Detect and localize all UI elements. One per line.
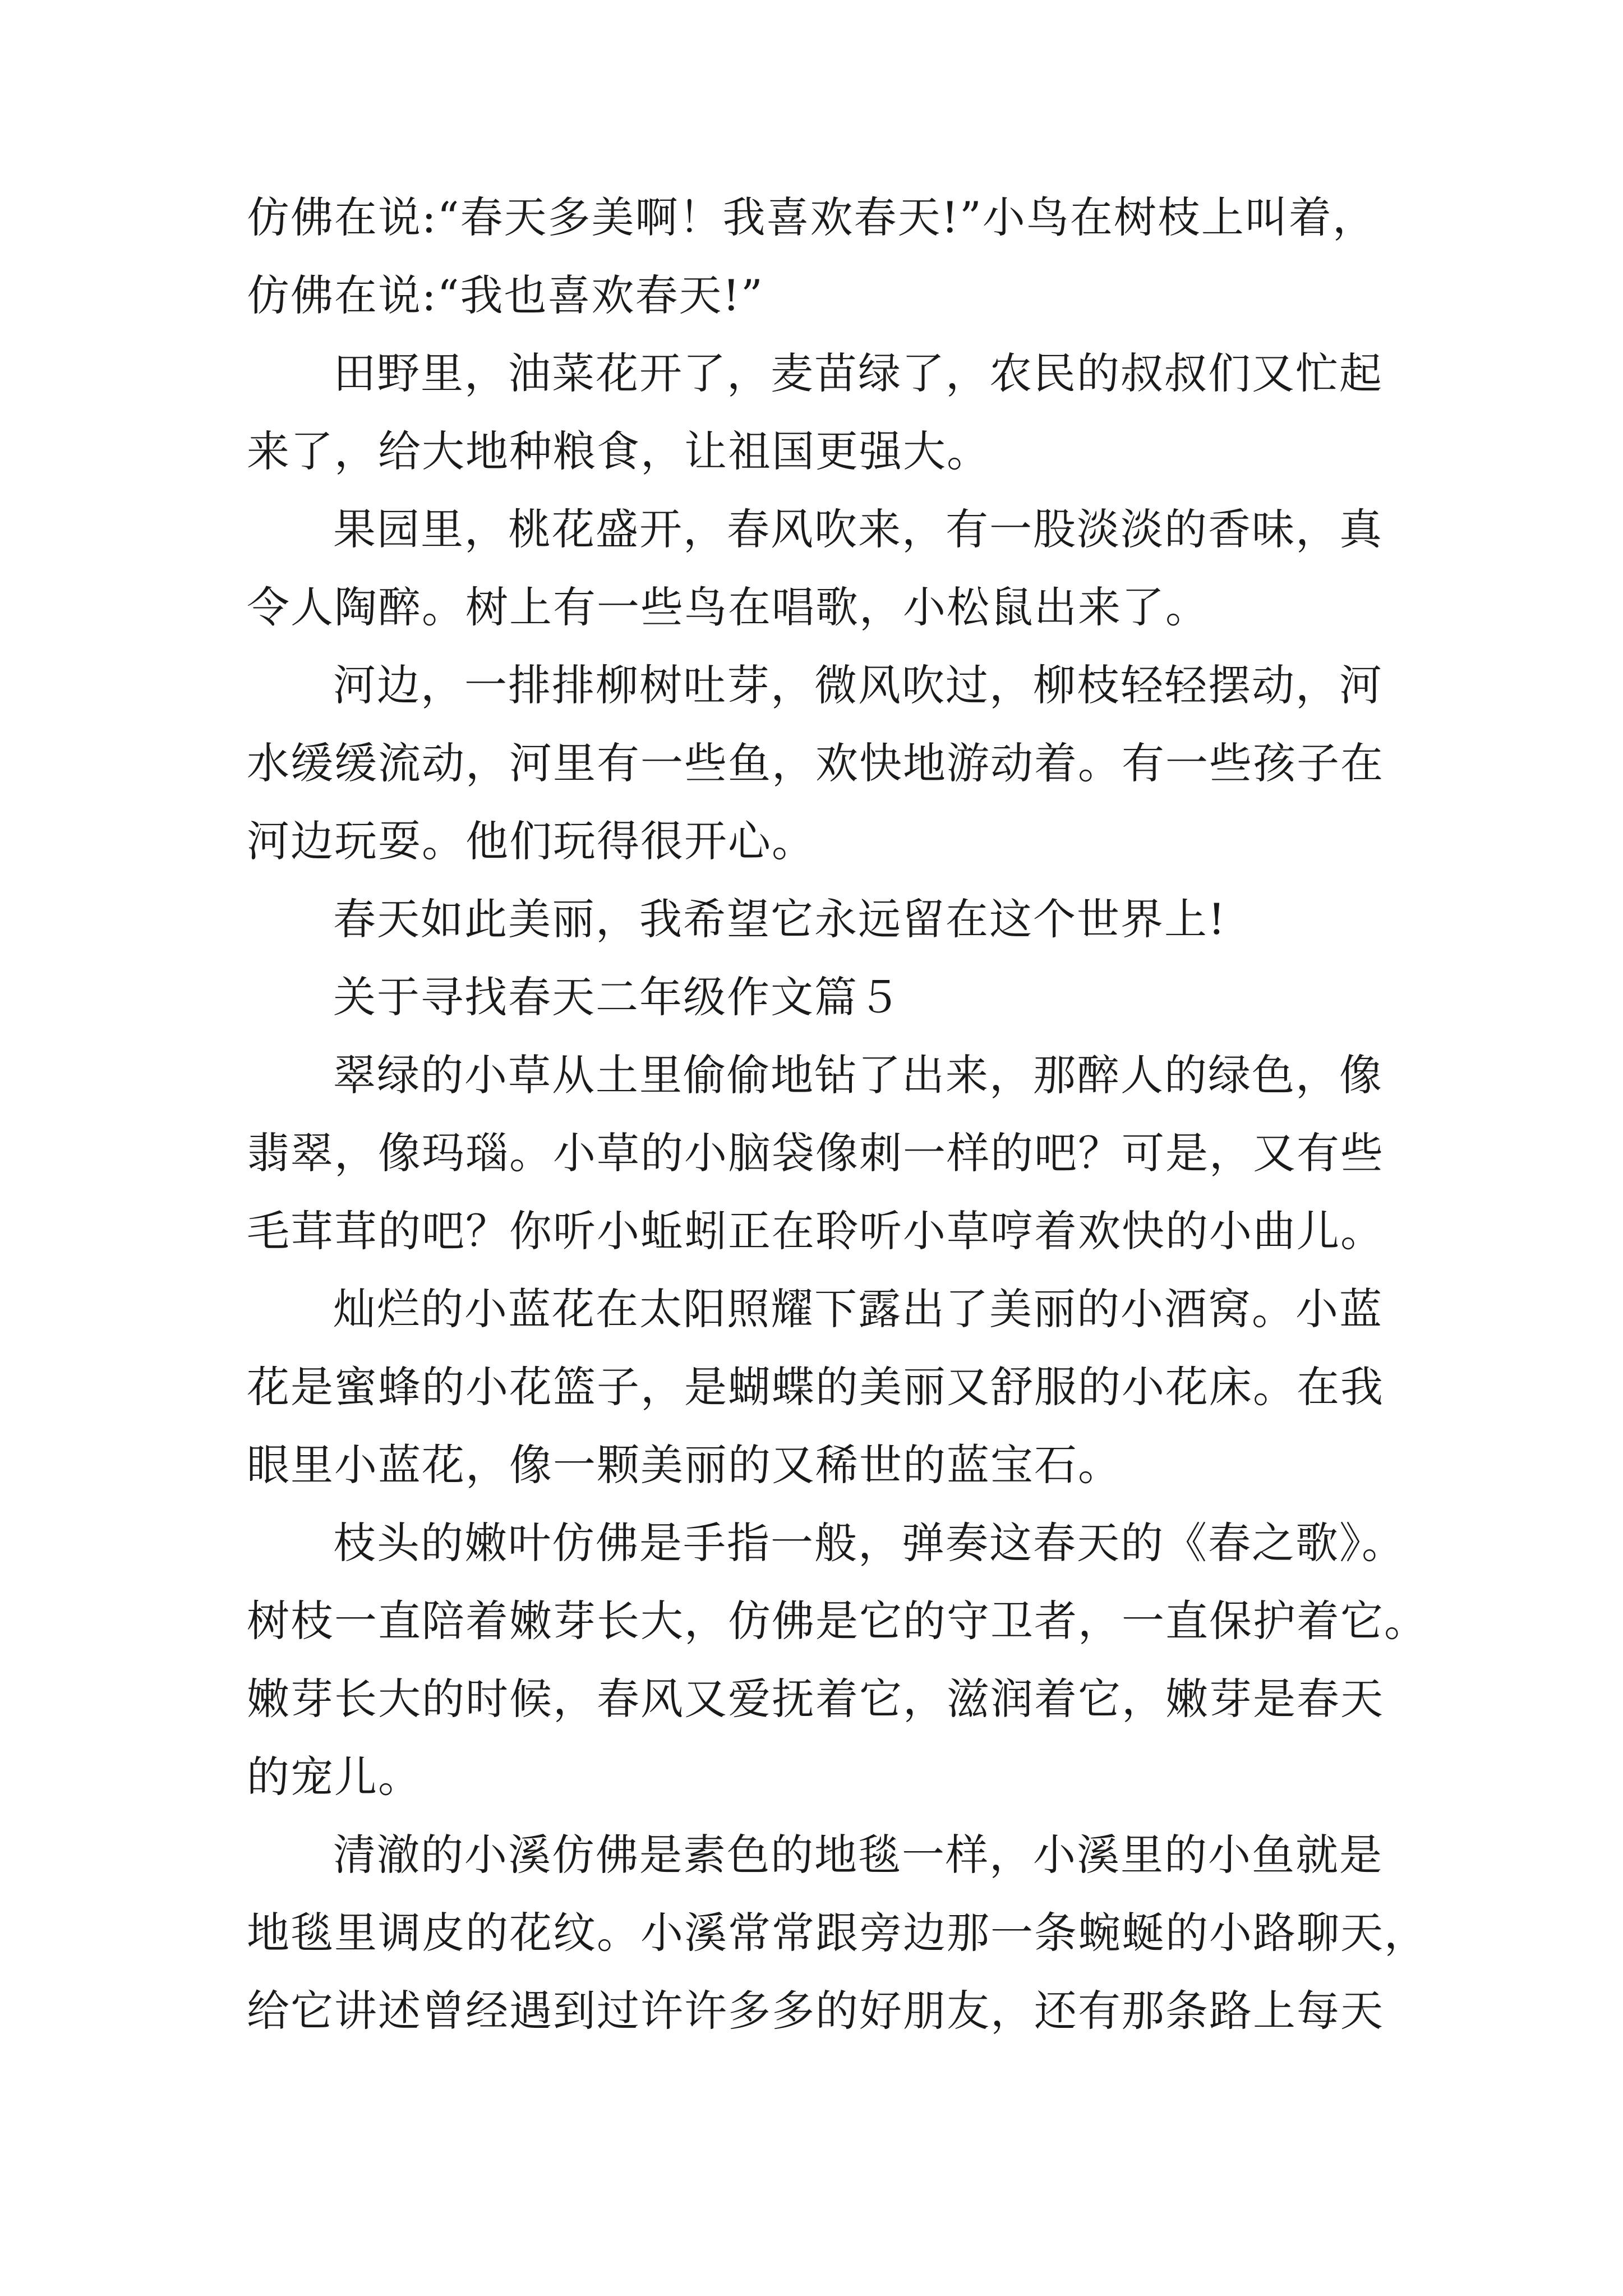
text-line: 水缓缓流动，河里有一些鱼，欢快地游动着。有一些孩子在: [247, 738, 1384, 788]
text-line: 仿佛在说:“我也喜欢春天!”: [247, 270, 764, 320]
text-line: 仿佛在说:“春天多美啊！我喜欢春天!”小鸟在树枝上叫着，: [247, 192, 1376, 242]
text-line: 嫩芽长大的时候，春风又爱抚着它，滋润着它，嫩芽是春天: [247, 1674, 1384, 1724]
text-line: 河边，一排排柳树吐芽，微风吹过，柳枝轻轻摆动，河: [333, 660, 1383, 710]
text-line: 毛茸茸的吧？你听小蚯蚓正在聆听小草哼着欢快的小曲儿。: [247, 1206, 1384, 1256]
text-line: 地毯里调皮的花纹。小溪常常跟旁边那一条蜿蜒的小路聊天，: [247, 1908, 1428, 1958]
text-line: 来了，给大地种粮食，让祖国更强大。: [247, 426, 990, 476]
text-line: 河边玩耍。他们玩得很开心。: [247, 816, 815, 866]
text-line: 花是蜜蜂的小花篮子，是蝴蝶的美丽又舒服的小花床。在我: [247, 1362, 1384, 1412]
text-line: 翡翠，像玛瑙。小草的小脑袋像刺一样的吧？可是，又有些: [247, 1128, 1384, 1178]
text-line: 关于寻找春天二年级作文篇５: [333, 972, 902, 1022]
text-line: 田野里，油菜花开了，麦苗绿了，农民的叔叔们又忙起: [333, 348, 1383, 398]
text-line: 果园里，桃花盛开，春风吹来，有一股淡淡的香味，真: [333, 504, 1383, 554]
text-line: 枝头的嫩叶仿佛是手指一般，弹奏这春天的《春之歌》。: [333, 1518, 1405, 1568]
essay-text: [247, 178, 1428, 2050]
text-line: 的宠儿。: [247, 1752, 422, 1802]
text-line: 春天如此美丽，我希望它永远留在这个世界上!: [333, 894, 1227, 944]
text-line: 令人陶醉。树上有一些鸟在唱歌，小松鼠出来了。: [247, 582, 1209, 632]
text-line: 给它讲述曾经遇到过许许多多的好朋友，还有那条路上每天: [247, 1986, 1384, 2036]
text-line: 灿烂的小蓝花在太阳照耀下露出了美丽的小酒窝。小蓝: [333, 1284, 1383, 1334]
text-line: 眼里小蓝花，像一颗美丽的又稀世的蓝宝石。: [247, 1440, 1122, 1490]
text-line: 树枝一直陪着嫩芽长大，仿佛是它的守卫者，一直保护着它。: [247, 1596, 1428, 1646]
text-line: 清澈的小溪仿佛是素色的地毯一样，小溪里的小鱼就是: [333, 1830, 1383, 1880]
text-line: 翠绿的小草从土里偷偷地钻了出来，那醉人的绿色，像: [333, 1050, 1383, 1100]
